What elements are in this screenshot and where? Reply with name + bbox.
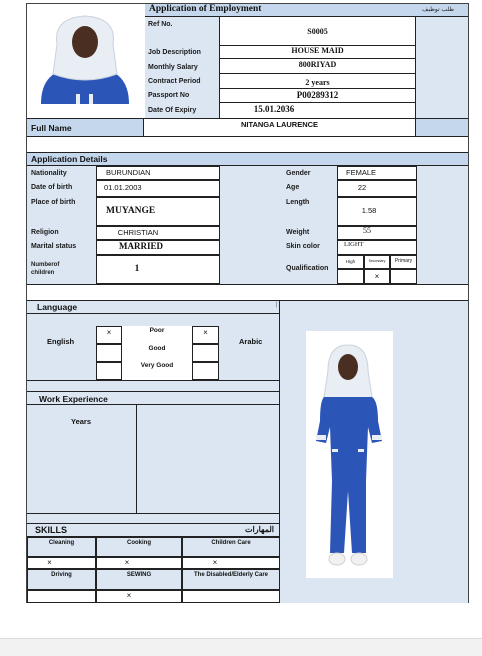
language-bottom-line bbox=[27, 380, 280, 381]
qual-x-secondary: × bbox=[374, 272, 380, 281]
religion-label: Religion bbox=[31, 229, 59, 236]
skill-cleaning: Cleaning bbox=[48, 540, 75, 546]
skill-mark-elderly bbox=[182, 590, 280, 603]
passport-label: Passport No bbox=[148, 92, 190, 99]
passport-value: P00289312 bbox=[296, 90, 339, 100]
skin-label: Skin color bbox=[286, 243, 320, 250]
marital-value: MARRIED bbox=[119, 241, 163, 251]
details-right-col bbox=[417, 166, 468, 284]
spacer-row bbox=[27, 137, 468, 153]
skill-x-cleaning: × bbox=[47, 558, 52, 567]
weight-value: 55 bbox=[363, 226, 371, 235]
qual-level-high: High bbox=[345, 259, 356, 264]
form-title-ar: طلب توظيف bbox=[422, 7, 454, 13]
language-title-ar: | bbox=[275, 302, 277, 308]
work-years-label: Years bbox=[71, 417, 92, 426]
skills-header bbox=[27, 523, 280, 537]
weight-label: Weight bbox=[286, 229, 310, 236]
portrait-photo-graphic bbox=[27, 4, 145, 118]
pob-value: MUYANGE bbox=[106, 206, 156, 216]
level-good: Good bbox=[148, 345, 166, 352]
bottom-bar bbox=[0, 638, 482, 656]
job-label: Job Description bbox=[148, 49, 201, 56]
ref-value: S0005 bbox=[307, 27, 328, 36]
job-value: HOUSE MAID bbox=[291, 46, 344, 55]
skill-sewing: SEWING bbox=[126, 572, 152, 578]
details-mid-col bbox=[220, 166, 283, 284]
contract-label: Contract Period bbox=[148, 78, 201, 85]
skill-mark-driving bbox=[27, 590, 96, 603]
skill-cooking: Cooking bbox=[127, 540, 151, 546]
skin-value: LIGHT bbox=[344, 241, 364, 248]
skill-elderly: The Disabled/Elderly Care bbox=[193, 572, 269, 578]
english-x-poor: × bbox=[106, 328, 112, 337]
skill-x-children: × bbox=[212, 558, 218, 567]
expiry-value: 15.01.2036 bbox=[253, 104, 295, 114]
pob-label: Place of birth bbox=[31, 199, 76, 206]
marital-label: Marital status bbox=[31, 243, 77, 250]
children-label-2: children bbox=[31, 270, 55, 276]
contract-value: 2 years bbox=[305, 78, 330, 87]
arabic-box-3 bbox=[192, 362, 219, 380]
portrait-photo bbox=[27, 4, 145, 118]
children-value: 1 bbox=[134, 264, 140, 274]
work-title: Work Experience bbox=[39, 394, 108, 404]
age-value: 22 bbox=[357, 183, 367, 192]
arabic-x-poor: × bbox=[203, 328, 208, 337]
english-box-2 bbox=[96, 344, 122, 362]
language-white-mid bbox=[122, 326, 192, 380]
children-label-1: Numberof bbox=[31, 262, 60, 268]
skills-title-ar: المهارات bbox=[244, 525, 274, 534]
level-verygood: Very Good bbox=[140, 362, 174, 369]
details-header bbox=[27, 153, 468, 166]
english-label: English bbox=[47, 337, 75, 346]
arabic-label: Arabic bbox=[239, 337, 263, 346]
right-ar-column bbox=[415, 17, 468, 118]
age-label: Age bbox=[286, 184, 300, 191]
title-row bbox=[145, 4, 468, 17]
gender-label: Gender bbox=[286, 170, 311, 177]
spacer-row-2 bbox=[27, 284, 468, 300]
salary-label: Monthly Salary bbox=[148, 64, 198, 71]
qual-level-secondary: Secondary bbox=[368, 259, 386, 263]
qualification-label: Qualification bbox=[286, 265, 329, 272]
gender-value: FEMALE bbox=[346, 168, 377, 177]
qual-level-primary: Primary bbox=[394, 258, 413, 264]
skill-x-cooking: × bbox=[124, 558, 130, 567]
qual-mark-high bbox=[337, 269, 364, 284]
skills-title: SKILLS bbox=[35, 525, 68, 535]
qual-mark-primary bbox=[390, 269, 417, 284]
arabic-box-2 bbox=[192, 344, 219, 362]
skill-driving: Driving bbox=[51, 572, 72, 578]
english-box-3 bbox=[96, 362, 122, 380]
form-title: Application of Employment bbox=[149, 4, 262, 14]
length-value: 1.58 bbox=[361, 206, 377, 215]
nationality-label: Nationality bbox=[31, 170, 67, 177]
details-title: Application Details bbox=[31, 154, 108, 164]
expiry-label: Date Of Expiry bbox=[148, 107, 197, 114]
work-header bbox=[27, 391, 280, 405]
length-label: Length bbox=[286, 199, 310, 206]
fullbody-photo-graphic bbox=[306, 331, 393, 578]
fullbody-photo bbox=[306, 331, 393, 578]
nationality-value: BURUNDIAN bbox=[106, 168, 151, 177]
skill-children: Children Care bbox=[211, 540, 251, 546]
level-poor: Poor bbox=[149, 327, 165, 334]
religion-value: CHRISTIAN bbox=[117, 228, 159, 237]
language-title: Language bbox=[37, 302, 78, 312]
language-header bbox=[27, 300, 280, 314]
work-bottom-line bbox=[27, 513, 280, 514]
dob-value: 01.01.2003 bbox=[104, 183, 142, 192]
skill-x-sewing: × bbox=[126, 591, 132, 600]
full-name-label: Full Name bbox=[31, 123, 72, 133]
dob-label: Date of birth bbox=[31, 184, 73, 191]
ref-label: Ref No. bbox=[148, 21, 173, 28]
full-name-value: NITANGA LAURENCE bbox=[240, 120, 319, 129]
salary-value: 800RIYAD bbox=[298, 60, 337, 69]
